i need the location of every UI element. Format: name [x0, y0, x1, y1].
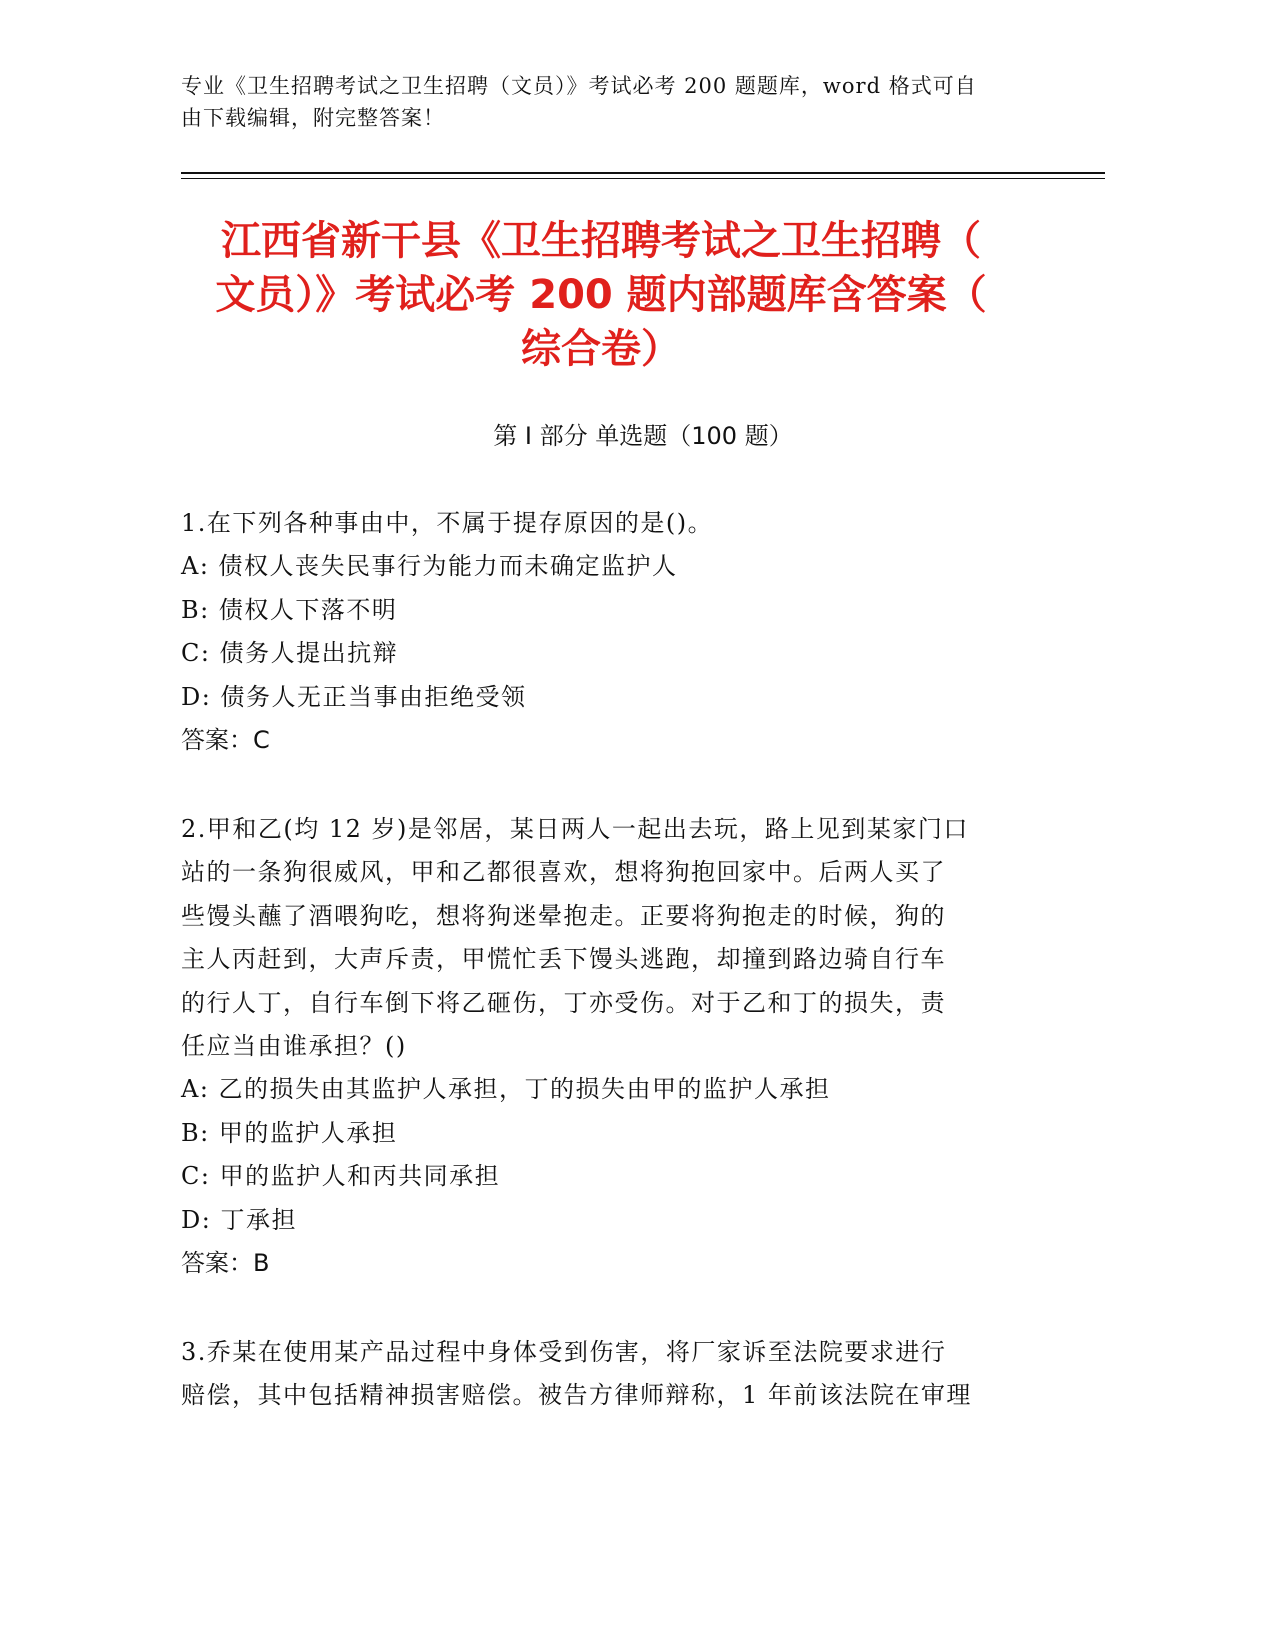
question-text: 的行人丁，自行车倒下将乙砸伤，丁亦受伤。对于乙和丁的损失，责 [181, 988, 946, 1017]
header-note-line: 由下载编辑，附完整答案！ [181, 106, 445, 130]
question-text: 任应当由谁承担？() [181, 1032, 407, 1061]
option-a: A: 债权人丧失民事行为能力而未确定监护人 [181, 552, 678, 581]
title-line: 文员）》考试必考 200 题内部题库含答案（ [215, 272, 987, 318]
title-line: 综合卷） [521, 326, 681, 372]
document-title [181, 214, 1021, 376]
question-1 [181, 502, 1041, 762]
title-line: 江西省新干县《卫生招聘考试之卫生招聘（ [221, 218, 981, 264]
option-a: A: 乙的损失由其监护人承担，丁的损失由甲的监护人承担 [181, 1075, 831, 1104]
question-2 [181, 808, 1041, 1285]
header-note-line: 专业《卫生招聘考试之卫生招聘（文员）》考试必考 200 题题库，word 格式可自 [181, 74, 977, 98]
question-text: 3.乔某在使用某产品过程中身体受到伤害，将厂家诉至法院要求进行 [181, 1338, 947, 1366]
option-d: D: 丁承担 [181, 1205, 297, 1234]
section-heading: 第 I 部分 单选题（100 题） [493, 422, 793, 450]
header-divider-thick [181, 172, 1105, 174]
option-c: C: 债务人提出抗辩 [181, 639, 399, 668]
question-text: 2.甲和乙(均 12 岁)是邻居，某日两人一起出去玩，路上见到某家门口 [181, 815, 969, 843]
header-note [181, 70, 1041, 134]
answer: 答案：B [181, 1249, 270, 1278]
question-text: 赔偿，其中包括精神损害赔偿。被告方律师辩称，1 年前该法院在审理 [181, 1381, 972, 1410]
question-text: 站的一条狗很威风，甲和乙都很喜欢，想将狗抱回家中。后两人买了 [181, 858, 946, 887]
question-text: 些馒头蘸了酒喂狗吃，想将狗迷晕抱走。正要将狗抱走的时候，狗的 [181, 901, 946, 930]
question-text: 主人丙赶到，大声斥责，甲慌忙丢下馒头逃跑，却撞到路边骑自行车 [181, 945, 946, 974]
answer: 答案：C [181, 726, 270, 755]
option-b: B: 债权人下落不明 [181, 595, 398, 624]
question-3 [181, 1331, 1041, 1418]
option-c: C: 甲的监护人和丙共同承担 [181, 1162, 501, 1191]
header-divider-thin [181, 178, 1105, 179]
option-d: D: 债务人无正当事由拒绝受领 [181, 682, 527, 711]
question-text: 1.在下列各种事由中，不属于提存原因的是()。 [181, 509, 714, 537]
option-b: B: 甲的监护人承担 [181, 1118, 398, 1147]
